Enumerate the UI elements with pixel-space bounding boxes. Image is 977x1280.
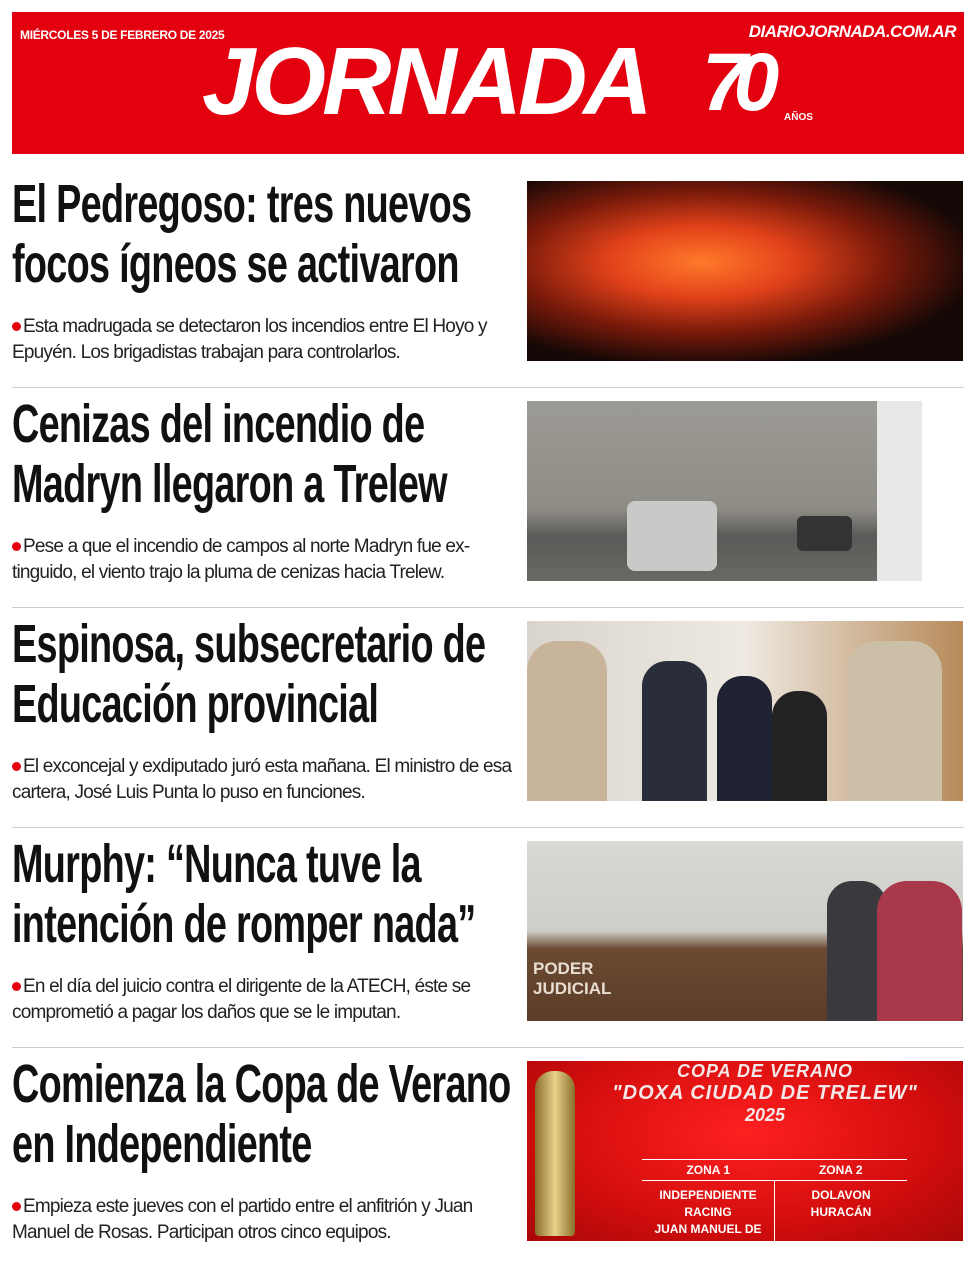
article-4[interactable] <box>12 834 964 1045</box>
court-sign-text: PODER JUDICIAL <box>533 959 612 998</box>
divider <box>12 387 964 388</box>
divider <box>12 607 964 608</box>
site-url[interactable]: DIARIOJORNADA.COM.AR <box>748 22 956 41</box>
swearing-in-photo[interactable] <box>527 621 963 801</box>
team: DOLAVON <box>811 1188 871 1202</box>
article-2[interactable] <box>12 394 964 605</box>
divider <box>12 1047 964 1048</box>
issue-date: MIÉRCOLES 5 DE FEBRERO DE 2025 <box>20 28 225 42</box>
masthead <box>12 12 964 154</box>
article-1[interactable] <box>12 174 964 385</box>
headline[interactable]: El Pedregoso: tres nuevos focos ígneos se activaron <box>12 174 472 294</box>
zone-2-label: ZONA 2 <box>818 1163 863 1177</box>
summary <box>12 1194 517 1246</box>
article-3[interactable] <box>12 614 964 825</box>
trophy-icon <box>535 1071 575 1236</box>
team: RACING <box>684 1205 732 1219</box>
copa-verano-graphic[interactable] <box>527 1061 963 1253</box>
headline[interactable]: Comienza la Copa de Verano en Independiente <box>12 1054 511 1174</box>
ash-road-photo[interactable] <box>527 401 922 581</box>
summary <box>12 754 517 806</box>
article-5[interactable] <box>12 1054 964 1265</box>
bullet-icon <box>12 542 21 551</box>
summary-text: Esta madrugada se detectaron los incendios entre El Hoyo y Epuyén. Los brigadistas trabajan para controlarlos. <box>12 316 487 363</box>
anniversary-label: AÑOS <box>784 112 813 123</box>
zone-1-label: ZONA 1 <box>686 1163 731 1177</box>
divider <box>12 827 964 828</box>
team: HURACÁN <box>810 1205 872 1219</box>
anniversary-number: 70 <box>702 37 766 128</box>
team: INDEPENDIENTE <box>659 1188 757 1202</box>
bullet-icon <box>12 982 21 991</box>
summary-text: Empieza este jueves con el partido entre el anfitrión y Juan Manuel de Rosas. Participan otros cinco equipos. <box>12 1196 473 1243</box>
summary <box>12 534 517 586</box>
zones-table <box>642 1159 907 1255</box>
summary-text: Pese a que el incendio de campos al norte Madryn fue ex-tinguido, el viento trajo la pluma de cenizas hacia Trelew. <box>12 536 470 583</box>
copa-year: 2025 <box>744 1105 786 1125</box>
headline[interactable]: Espinosa, subsecretario de Educación provincial <box>12 614 486 734</box>
summary <box>12 974 517 1026</box>
copa-title: COPA DE VERANO <box>676 1061 854 1081</box>
headline[interactable]: Murphy: “Nunca tuve la intención de romper nada” <box>12 834 476 954</box>
summary-text: En el día del juicio contra el dirigente de la ATECH, éste se comprometió a pagar los daños que se le imputan. <box>12 976 471 1023</box>
headline[interactable]: Cenizas del incendio de Madryn llegaron a Trelew <box>12 394 447 514</box>
trial-photo[interactable] <box>527 841 963 1021</box>
bullet-icon <box>12 1202 21 1211</box>
summary <box>12 314 517 366</box>
team: JUAN MANUEL DE ROSAS <box>654 1222 762 1253</box>
bullet-icon <box>12 322 21 331</box>
newspaper-logo: JORNADA <box>202 28 649 135</box>
copa-subtitle: "DOXA CIUDAD DE TRELEW" <box>612 1082 918 1104</box>
bullet-icon <box>12 762 21 771</box>
summary-text: El exconcejal y exdiputado juró esta mañana. El ministro de esa cartera, José Luis Punta lo puso en funciones. <box>12 756 512 803</box>
wildfire-photo[interactable] <box>527 181 963 361</box>
